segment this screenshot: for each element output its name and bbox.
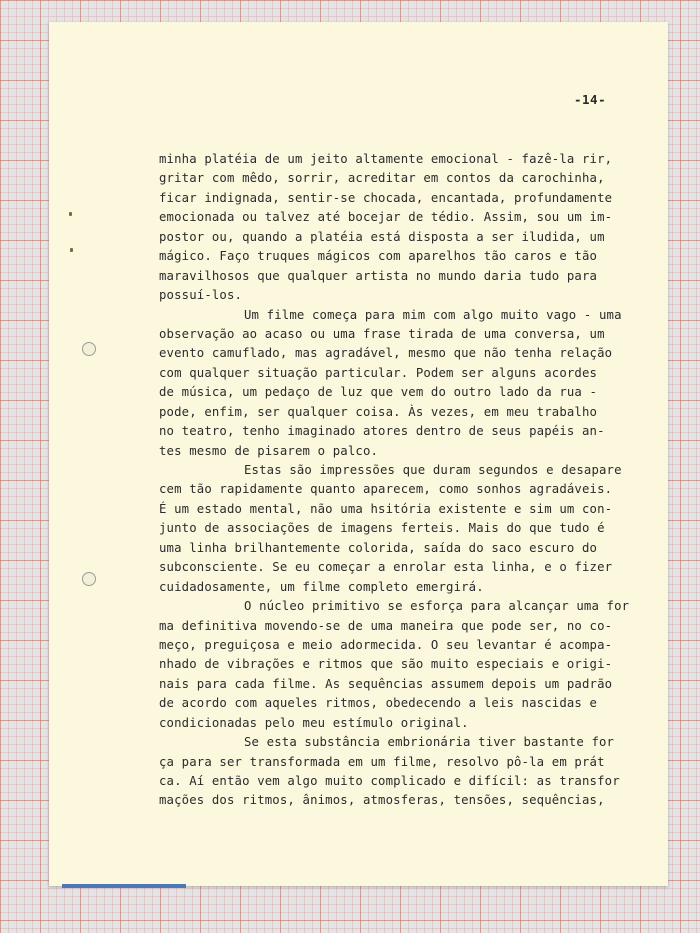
text-line: O núcleo primitivo se esforça para alcançar uma for (244, 599, 630, 614)
text-line: nhado de vibrações e ritmos que são muito especiais e origi- (159, 657, 613, 672)
text-line: de acordo com aqueles ritmos, obedecendo a leis nascidas e (159, 696, 598, 711)
text-line: tes mesmo de pisarem o palco. (159, 443, 379, 458)
text-line: de música, um pedaço de luz que vem do outro lado da rua - (159, 385, 598, 400)
ink-mark (69, 212, 72, 216)
ink-mark (70, 248, 73, 252)
body-text (159, 150, 630, 811)
text-line: cem tão rapidamente quanto aparecem, como sonhos agradáveis. (159, 482, 613, 497)
text-line: com qualquer situação particular. Podem ser alguns acordes (159, 365, 598, 380)
text-line: ça para ser transformada em um filme, resolvo pô-la em prát (159, 754, 605, 769)
text-line: ma definitiva movendo-se de uma maneira que pode ser, no co- (159, 618, 613, 633)
text-line: minha platéia de um jeito altamente emocional - fazê-la rir, (159, 152, 613, 166)
text-line: possuí-los. (159, 288, 243, 303)
text-line: maravilhosos que qualquer artista no mundo daria tudo para (159, 268, 598, 283)
text-line: pode, enfim, ser qualquer coisa. Às vezes, em meu trabalho (159, 404, 598, 419)
text-line: É um estado mental, não uma hsitória existente e sim um con- (159, 501, 613, 516)
text-line: gritar com mêdo, sorrir, acreditar em contos da carochinha, (159, 171, 605, 186)
text-line: Se esta substância embrionária tiver bastante for (244, 735, 615, 750)
text-line: meço, preguiçosa e meio adormecida. O seu levantar é acompa- (159, 637, 613, 652)
text-line: uma linha brilhantemente colorida, saída do saco escuro do (159, 540, 598, 555)
text-line: mágico. Faço truques mágicos com aparelhos tão caros e tão (159, 249, 598, 264)
punch-hole (82, 572, 96, 586)
text-line: condicionadas pelo meu estímulo original. (159, 715, 469, 730)
page-edge-strip (62, 884, 186, 888)
text-line: ca. Aí então vem algo muito complicado e difícil: as transfor (159, 774, 620, 788)
text-line: postor ou, quando a platéia está disposta a ser iludida, um (159, 229, 605, 244)
text-line: cuidadosamente, um filme completo emergirá. (159, 579, 484, 594)
text-line: nais para cada filme. As sequências assumem depois um padrão (159, 676, 613, 691)
text-line: Um filme começa para mim com algo muito vago - uma (244, 307, 622, 322)
text-line: mações dos ritmos, ânimos, atmosferas, tensões, sequências, (159, 793, 605, 808)
text-line: observação ao acaso ou uma frase tirada de uma conversa, um (159, 326, 605, 341)
text-line: emocionada ou talvez até bocejar de tédio. Assim, sou um im- (159, 210, 613, 225)
text-line: Estas são impressões que duram segundos e desapare (244, 463, 622, 477)
text-line: no teatro, tenho imaginado atores dentro de seus papéis an- (159, 424, 605, 439)
punch-hole (82, 342, 96, 356)
text-line: ficar indignada, sentir-se chocada, encantada, profundamente (159, 190, 613, 205)
page-number: -14- (574, 92, 607, 107)
text-line: evento camuflado, mas agradável, mesmo que não tenha relação (159, 346, 613, 361)
text-line: subconsciente. Se eu começar a enrolar esta linha, e o fizer (159, 560, 613, 575)
text-line: junto de associações de imagens ferteis. Mais do que tudo é (159, 521, 605, 536)
